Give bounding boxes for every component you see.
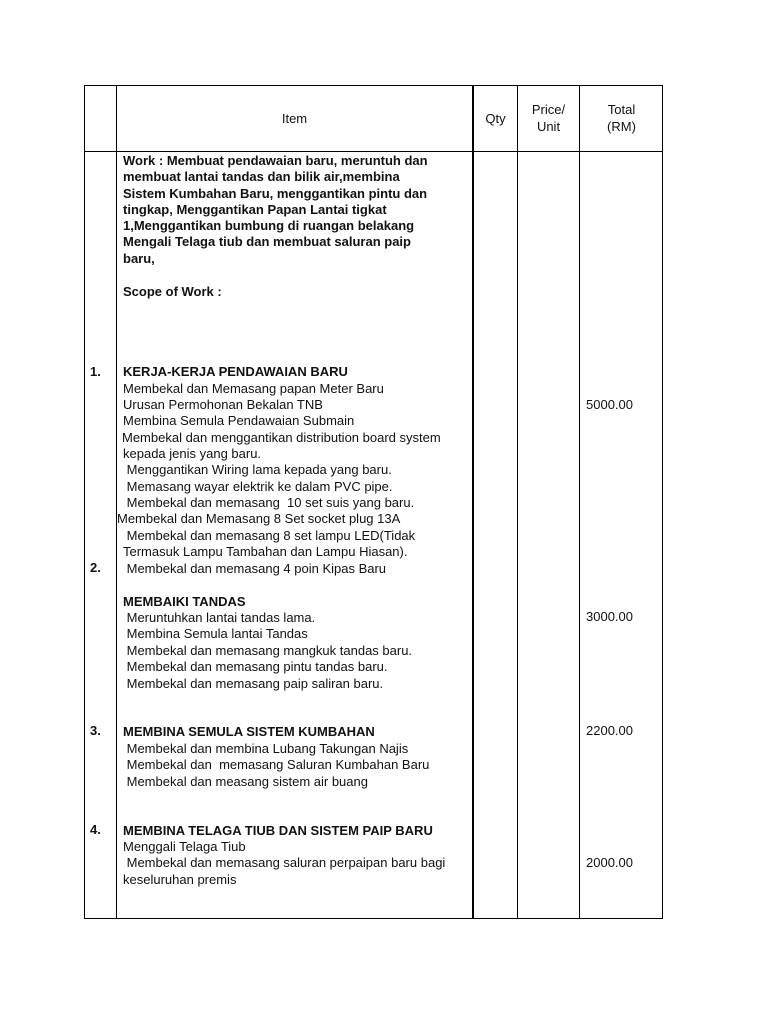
section-line: Membekal dan memasang paip saliran baru.: [123, 676, 384, 691]
section-line: Memasang wayar elektrik ke dalam PVC pipe.: [123, 479, 393, 494]
section-line: Membekal dan memasang 8 set lampu LED(Tidak: [123, 528, 416, 543]
section-line: Menggantikan Wiring lama kepada yang baru.: [123, 462, 392, 477]
section-number: 2.: [90, 560, 101, 575]
work-description: [123, 153, 468, 267]
section-line: Membina Semula Pendawaian Submain: [123, 413, 355, 428]
header-total-line-2: (RM): [607, 119, 636, 134]
header-divider: [84, 151, 663, 152]
header-total-line-1: Total: [607, 102, 636, 117]
section-line: Urusan Permohonan Bekalan TNB: [123, 397, 323, 412]
section-title: MEMBINA TELAGA TIUB DAN SISTEM PAIP BARU: [123, 823, 433, 838]
work-line: 1,Menggantikan bumbung di ruangan belakang: [123, 218, 415, 234]
section-line: kepada jenis yang baru.: [123, 446, 262, 461]
header-item: Item: [281, 111, 308, 126]
section-title: KERJA-KERJA PENDAWAIAN BARU: [123, 364, 348, 379]
column-divider-price: [579, 85, 580, 919]
section-title: MEMBAIKI TANDAS: [123, 594, 246, 609]
work-line: Work : Membuat pendawaian baru, meruntuh dan: [123, 153, 428, 168]
section-line: Membekal dan memasang saluran perpaipan baru bagi: [123, 855, 446, 870]
section-line: Membekal dan menggantikan distribution board system: [122, 430, 441, 445]
column-divider-qty: [517, 85, 518, 919]
section-line: Membekal dan memasang Saluran Kumbahan Baru: [123, 757, 430, 772]
header-price-line-2: Unit: [536, 119, 561, 134]
section-total: 2000.00: [586, 855, 633, 870]
section-line: Menggali Telaga Tiub: [123, 839, 246, 854]
section-title: MEMBINA SEMULA SISTEM KUMBAHAN: [123, 724, 375, 739]
section-line: Membekal dan Memasang papan Meter Baru: [123, 381, 384, 396]
section-line: Meruntuhkan lantai tandas lama.: [123, 610, 316, 625]
work-line: Mengali Telaga tiub dan membuat saluran paip: [123, 234, 411, 250]
section-total: 2200.00: [586, 723, 633, 738]
header-qty: Qty: [485, 111, 506, 126]
section-line: Membekal dan memasang 10 set suis yang baru.: [123, 495, 415, 510]
section-line: Termasuk Lampu Tambahan dan Lampu Hiasan).: [123, 544, 408, 559]
header-price-unit: [518, 101, 579, 135]
section-total: 3000.00: [586, 609, 633, 624]
work-line: Sistem Kumbahan Baru, menggantikan pintu dan: [123, 185, 428, 201]
work-line: tingkap, Menggantikan Papan Lantai tigkat: [123, 201, 387, 217]
section-line: Membekal dan memasang pintu tandas baru.: [123, 659, 388, 674]
section-line: keseluruhan premis: [123, 872, 237, 887]
column-divider-number: [116, 85, 117, 919]
work-line: baru,: [123, 250, 155, 266]
section-line: Membekal dan memasang mangkuk tandas baru.: [123, 643, 413, 658]
column-divider-item: [472, 85, 474, 919]
section-number: 3.: [90, 723, 101, 738]
work-line: membuat lantai tandas dan bilik air,membina: [123, 169, 400, 185]
header-price-line-1: Price/: [531, 102, 566, 117]
scope-of-work-label: Scope of Work :: [123, 284, 222, 299]
section-line: Membekal dan measang sistem air buang: [123, 774, 368, 789]
section-line: Membekal dan memasang 4 poin Kipas Baru: [123, 561, 387, 576]
section-number: 4.: [90, 822, 101, 837]
header-total: [580, 101, 663, 135]
section-number: 1.: [90, 364, 101, 379]
section-line: Membina Semula lantai Tandas: [123, 626, 308, 641]
section-total: 5000.00: [586, 397, 633, 412]
section-line: Membekal dan Memasang 8 Set socket plug 13A: [117, 511, 401, 526]
section-line: Membekal dan membina Lubang Takungan Najis: [123, 741, 409, 756]
